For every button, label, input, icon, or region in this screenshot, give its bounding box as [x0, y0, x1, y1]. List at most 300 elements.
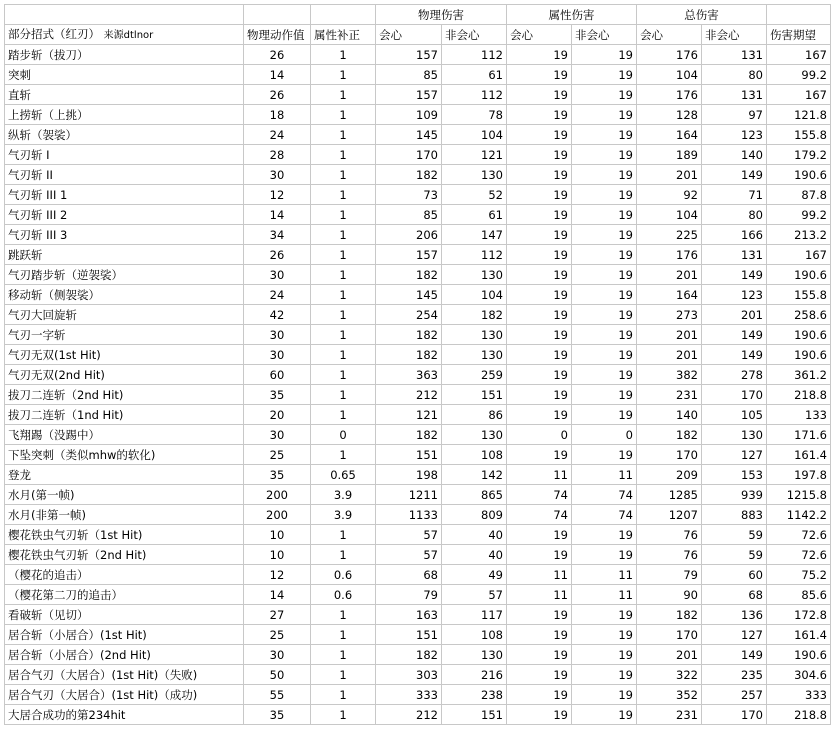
motion-value-cell[interactable]: 24	[244, 125, 311, 145]
move-name-cell[interactable]: 气刃踏步斩（逆袈裟）	[5, 265, 244, 285]
physical-noncrit-cell[interactable]: 130	[442, 425, 507, 445]
expected-damage-cell[interactable]: 258.6	[767, 305, 831, 325]
physical-noncrit-cell[interactable]: 121	[442, 145, 507, 165]
element-noncrit-cell[interactable]: 19	[572, 645, 637, 665]
total-crit-cell[interactable]: 176	[637, 245, 702, 265]
move-name-cell[interactable]: 气刃斩 III 1	[5, 185, 244, 205]
motion-value-cell[interactable]: 12	[244, 565, 311, 585]
header-total-crit[interactable]: 会心	[637, 25, 702, 45]
total-crit-cell[interactable]: 189	[637, 145, 702, 165]
element-mod-cell[interactable]: 1	[311, 225, 376, 245]
total-crit-cell[interactable]: 170	[637, 445, 702, 465]
element-noncrit-cell[interactable]: 19	[572, 685, 637, 705]
element-noncrit-cell[interactable]: 19	[572, 385, 637, 405]
physical-noncrit-cell[interactable]: 151	[442, 385, 507, 405]
move-name-cell[interactable]: 气刃斩 III 3	[5, 225, 244, 245]
element-mod-cell[interactable]: 1	[311, 325, 376, 345]
element-noncrit-cell[interactable]: 19	[572, 405, 637, 425]
total-crit-cell[interactable]: 1285	[637, 485, 702, 505]
element-crit-cell[interactable]: 19	[507, 265, 572, 285]
motion-value-cell[interactable]: 14	[244, 585, 311, 605]
total-noncrit-cell[interactable]: 60	[702, 565, 767, 585]
move-name-cell[interactable]: 气刃斩 I	[5, 145, 244, 165]
total-crit-cell[interactable]: 201	[637, 165, 702, 185]
move-name-cell[interactable]: 气刃无双(1st Hit)	[5, 345, 244, 365]
element-mod-cell[interactable]: 1	[311, 265, 376, 285]
element-crit-cell[interactable]: 19	[507, 65, 572, 85]
expected-damage-cell[interactable]: 172.8	[767, 605, 831, 625]
physical-crit-cell[interactable]: 333	[376, 685, 442, 705]
expected-damage-cell[interactable]: 190.6	[767, 265, 831, 285]
element-mod-cell[interactable]: 1	[311, 525, 376, 545]
physical-crit-cell[interactable]: 182	[376, 325, 442, 345]
element-mod-cell[interactable]: 1	[311, 385, 376, 405]
expected-damage-cell[interactable]: 72.6	[767, 525, 831, 545]
motion-value-cell[interactable]: 14	[244, 65, 311, 85]
physical-crit-cell[interactable]: 363	[376, 365, 442, 385]
motion-value-cell[interactable]: 30	[244, 165, 311, 185]
physical-noncrit-cell[interactable]: 865	[442, 485, 507, 505]
move-name-cell[interactable]: 居合气刃（大居合）(1st Hit)（失败)	[5, 665, 244, 685]
expected-damage-cell[interactable]: 1215.8	[767, 485, 831, 505]
element-crit-cell[interactable]: 19	[507, 105, 572, 125]
total-noncrit-cell[interactable]: 257	[702, 685, 767, 705]
total-crit-cell[interactable]: 92	[637, 185, 702, 205]
motion-value-cell[interactable]: 30	[244, 345, 311, 365]
physical-crit-cell[interactable]: 57	[376, 525, 442, 545]
total-noncrit-cell[interactable]: 153	[702, 465, 767, 485]
element-mod-cell[interactable]: 1	[311, 705, 376, 725]
expected-damage-cell[interactable]: 304.6	[767, 665, 831, 685]
move-name-cell[interactable]: 气刃大回旋斩	[5, 305, 244, 325]
total-crit-cell[interactable]: 352	[637, 685, 702, 705]
element-crit-cell[interactable]: 19	[507, 665, 572, 685]
header-empty-cell[interactable]	[5, 5, 244, 25]
element-mod-cell[interactable]: 1	[311, 645, 376, 665]
physical-crit-cell[interactable]: 151	[376, 445, 442, 465]
total-crit-cell[interactable]: 182	[637, 425, 702, 445]
total-crit-cell[interactable]: 79	[637, 565, 702, 585]
move-name-cell[interactable]: 气刃斩 II	[5, 165, 244, 185]
element-noncrit-cell[interactable]: 19	[572, 345, 637, 365]
physical-noncrit-cell[interactable]: 809	[442, 505, 507, 525]
expected-damage-cell[interactable]: 87.8	[767, 185, 831, 205]
physical-noncrit-cell[interactable]: 52	[442, 185, 507, 205]
move-name-cell[interactable]: 拔刀二连斩（2nd Hit)	[5, 385, 244, 405]
physical-noncrit-cell[interactable]: 130	[442, 265, 507, 285]
total-crit-cell[interactable]: 382	[637, 365, 702, 385]
header-physical-crit[interactable]: 会心	[376, 25, 442, 45]
element-mod-cell[interactable]: 3.9	[311, 505, 376, 525]
expected-damage-cell[interactable]: 213.2	[767, 225, 831, 245]
element-mod-cell[interactable]: 1	[311, 625, 376, 645]
physical-crit-cell[interactable]: 68	[376, 565, 442, 585]
element-noncrit-cell[interactable]: 19	[572, 625, 637, 645]
element-mod-cell[interactable]: 0	[311, 425, 376, 445]
move-name-cell[interactable]: 拔刀二连斩（1nd Hit)	[5, 405, 244, 425]
total-crit-cell[interactable]: 201	[637, 325, 702, 345]
element-noncrit-cell[interactable]: 19	[572, 545, 637, 565]
motion-value-cell[interactable]: 14	[244, 205, 311, 225]
element-mod-cell[interactable]: 0.6	[311, 585, 376, 605]
element-crit-cell[interactable]: 19	[507, 405, 572, 425]
element-noncrit-cell[interactable]: 19	[572, 165, 637, 185]
expected-damage-cell[interactable]: 99.2	[767, 205, 831, 225]
element-crit-cell[interactable]: 19	[507, 325, 572, 345]
physical-crit-cell[interactable]: 109	[376, 105, 442, 125]
expected-damage-cell[interactable]: 197.8	[767, 465, 831, 485]
total-noncrit-cell[interactable]: 149	[702, 345, 767, 365]
physical-noncrit-cell[interactable]: 40	[442, 545, 507, 565]
element-crit-cell[interactable]: 11	[507, 585, 572, 605]
move-name-cell[interactable]: 居合斩（小居合）(1st Hit)	[5, 625, 244, 645]
total-crit-cell[interactable]: 104	[637, 205, 702, 225]
physical-crit-cell[interactable]: 1211	[376, 485, 442, 505]
physical-noncrit-cell[interactable]: 86	[442, 405, 507, 425]
expected-damage-cell[interactable]: 190.6	[767, 345, 831, 365]
physical-crit-cell[interactable]: 206	[376, 225, 442, 245]
expected-damage-cell[interactable]: 99.2	[767, 65, 831, 85]
element-crit-cell[interactable]: 19	[507, 705, 572, 725]
element-mod-cell[interactable]: 1	[311, 165, 376, 185]
physical-crit-cell[interactable]: 85	[376, 65, 442, 85]
element-mod-cell[interactable]: 1	[311, 285, 376, 305]
total-noncrit-cell[interactable]: 127	[702, 445, 767, 465]
total-crit-cell[interactable]: 104	[637, 65, 702, 85]
total-crit-cell[interactable]: 1207	[637, 505, 702, 525]
physical-noncrit-cell[interactable]: 130	[442, 325, 507, 345]
element-mod-cell[interactable]: 1	[311, 145, 376, 165]
physical-crit-cell[interactable]: 170	[376, 145, 442, 165]
element-crit-cell[interactable]: 11	[507, 565, 572, 585]
move-name-cell[interactable]: 气刃斩 III 2	[5, 205, 244, 225]
element-noncrit-cell[interactable]: 19	[572, 305, 637, 325]
physical-crit-cell[interactable]: 182	[376, 165, 442, 185]
header-empty-cell[interactable]	[311, 5, 376, 25]
expected-damage-cell[interactable]: 75.2	[767, 565, 831, 585]
element-mod-cell[interactable]: 1	[311, 345, 376, 365]
element-noncrit-cell[interactable]: 19	[572, 365, 637, 385]
physical-crit-cell[interactable]: 182	[376, 425, 442, 445]
physical-noncrit-cell[interactable]: 182	[442, 305, 507, 325]
physical-crit-cell[interactable]: 182	[376, 265, 442, 285]
element-mod-cell[interactable]: 1	[311, 45, 376, 65]
motion-value-cell[interactable]: 26	[244, 245, 311, 265]
motion-value-cell[interactable]: 55	[244, 685, 311, 705]
element-crit-cell[interactable]: 19	[507, 245, 572, 265]
element-mod-cell[interactable]: 1	[311, 685, 376, 705]
element-crit-cell[interactable]: 19	[507, 85, 572, 105]
element-crit-cell[interactable]: 19	[507, 45, 572, 65]
move-name-cell[interactable]: 看破斩（见切）	[5, 605, 244, 625]
total-noncrit-cell[interactable]: 127	[702, 625, 767, 645]
physical-crit-cell[interactable]: 85	[376, 205, 442, 225]
physical-crit-cell[interactable]: 151	[376, 625, 442, 645]
header-motion-value[interactable]: 物理动作值	[244, 25, 311, 45]
total-crit-cell[interactable]: 322	[637, 665, 702, 685]
physical-crit-cell[interactable]: 145	[376, 125, 442, 145]
element-noncrit-cell[interactable]: 19	[572, 185, 637, 205]
expected-damage-cell[interactable]: 167	[767, 245, 831, 265]
element-crit-cell[interactable]: 19	[507, 545, 572, 565]
motion-value-cell[interactable]: 30	[244, 425, 311, 445]
element-crit-cell[interactable]: 11	[507, 465, 572, 485]
element-noncrit-cell[interactable]: 19	[572, 325, 637, 345]
physical-crit-cell[interactable]: 182	[376, 345, 442, 365]
header-move-cell[interactable]	[5, 25, 244, 45]
element-mod-cell[interactable]: 3.9	[311, 485, 376, 505]
physical-crit-cell[interactable]: 303	[376, 665, 442, 685]
motion-value-cell[interactable]: 200	[244, 485, 311, 505]
total-crit-cell[interactable]: 209	[637, 465, 702, 485]
element-mod-cell[interactable]: 1	[311, 605, 376, 625]
move-name-cell[interactable]: 樱花铁虫气刃斩（1st Hit)	[5, 525, 244, 545]
expected-damage-cell[interactable]: 171.6	[767, 425, 831, 445]
header-empty-cell[interactable]	[767, 5, 831, 25]
physical-noncrit-cell[interactable]: 104	[442, 285, 507, 305]
expected-damage-cell[interactable]: 361.2	[767, 365, 831, 385]
physical-noncrit-cell[interactable]: 142	[442, 465, 507, 485]
move-name-cell[interactable]: 突刺	[5, 65, 244, 85]
element-crit-cell[interactable]: 19	[507, 625, 572, 645]
element-noncrit-cell[interactable]: 19	[572, 225, 637, 245]
physical-crit-cell[interactable]: 212	[376, 705, 442, 725]
physical-noncrit-cell[interactable]: 49	[442, 565, 507, 585]
motion-value-cell[interactable]: 200	[244, 505, 311, 525]
physical-noncrit-cell[interactable]: 117	[442, 605, 507, 625]
move-name-cell[interactable]: （樱花的追击）	[5, 565, 244, 585]
physical-noncrit-cell[interactable]: 61	[442, 65, 507, 85]
move-name-cell[interactable]: 上捞斩（上挑）	[5, 105, 244, 125]
expected-damage-cell[interactable]: 133	[767, 405, 831, 425]
expected-damage-cell[interactable]: 85.6	[767, 585, 831, 605]
expected-damage-cell[interactable]: 155.8	[767, 125, 831, 145]
total-crit-cell[interactable]: 201	[637, 265, 702, 285]
total-noncrit-cell[interactable]: 131	[702, 245, 767, 265]
move-name-cell[interactable]: 樱花铁虫气刃斩（2nd Hit)	[5, 545, 244, 565]
physical-noncrit-cell[interactable]: 112	[442, 245, 507, 265]
total-noncrit-cell[interactable]: 59	[702, 545, 767, 565]
element-noncrit-cell[interactable]: 19	[572, 445, 637, 465]
move-name-cell[interactable]: 直斩	[5, 85, 244, 105]
motion-value-cell[interactable]: 26	[244, 45, 311, 65]
physical-noncrit-cell[interactable]: 108	[442, 445, 507, 465]
total-noncrit-cell[interactable]: 149	[702, 325, 767, 345]
element-mod-cell[interactable]: 1	[311, 405, 376, 425]
element-noncrit-cell[interactable]: 19	[572, 525, 637, 545]
motion-value-cell[interactable]: 35	[244, 705, 311, 725]
total-noncrit-cell[interactable]: 883	[702, 505, 767, 525]
total-crit-cell[interactable]: 164	[637, 285, 702, 305]
total-noncrit-cell[interactable]: 278	[702, 365, 767, 385]
physical-noncrit-cell[interactable]: 104	[442, 125, 507, 145]
physical-noncrit-cell[interactable]: 112	[442, 45, 507, 65]
total-noncrit-cell[interactable]: 235	[702, 665, 767, 685]
total-noncrit-cell[interactable]: 170	[702, 705, 767, 725]
motion-value-cell[interactable]: 12	[244, 185, 311, 205]
motion-value-cell[interactable]: 35	[244, 385, 311, 405]
element-noncrit-cell[interactable]: 11	[572, 585, 637, 605]
total-crit-cell[interactable]: 182	[637, 605, 702, 625]
header-total-damage[interactable]: 总伤害	[637, 5, 767, 25]
move-name-cell[interactable]: 跳跃斩	[5, 245, 244, 265]
element-crit-cell[interactable]: 19	[507, 225, 572, 245]
move-name-cell[interactable]: 纵斩（袈裟）	[5, 125, 244, 145]
expected-damage-cell[interactable]: 179.2	[767, 145, 831, 165]
element-crit-cell[interactable]: 19	[507, 385, 572, 405]
motion-value-cell[interactable]: 27	[244, 605, 311, 625]
expected-damage-cell[interactable]: 167	[767, 45, 831, 65]
move-name-cell[interactable]: 飞翔踢（没踢中）	[5, 425, 244, 445]
total-crit-cell[interactable]: 273	[637, 305, 702, 325]
expected-damage-cell[interactable]: 155.8	[767, 285, 831, 305]
motion-value-cell[interactable]: 42	[244, 305, 311, 325]
motion-value-cell[interactable]: 24	[244, 285, 311, 305]
total-noncrit-cell[interactable]: 201	[702, 305, 767, 325]
header-empty-cell[interactable]	[244, 5, 311, 25]
header-element-damage[interactable]: 属性伤害	[507, 5, 637, 25]
physical-crit-cell[interactable]: 254	[376, 305, 442, 325]
header-physical-noncrit[interactable]: 非会心	[442, 25, 507, 45]
element-crit-cell[interactable]: 19	[507, 605, 572, 625]
element-mod-cell[interactable]: 1	[311, 445, 376, 465]
total-crit-cell[interactable]: 140	[637, 405, 702, 425]
header-element-mod[interactable]: 属性补正	[311, 25, 376, 45]
total-noncrit-cell[interactable]: 131	[702, 45, 767, 65]
element-crit-cell[interactable]: 19	[507, 145, 572, 165]
total-crit-cell[interactable]: 176	[637, 45, 702, 65]
element-mod-cell[interactable]: 0.6	[311, 565, 376, 585]
motion-value-cell[interactable]: 30	[244, 325, 311, 345]
element-mod-cell[interactable]: 1	[311, 105, 376, 125]
physical-noncrit-cell[interactable]: 216	[442, 665, 507, 685]
motion-value-cell[interactable]: 50	[244, 665, 311, 685]
element-mod-cell[interactable]: 1	[311, 545, 376, 565]
total-noncrit-cell[interactable]: 80	[702, 65, 767, 85]
element-noncrit-cell[interactable]: 19	[572, 205, 637, 225]
physical-noncrit-cell[interactable]: 259	[442, 365, 507, 385]
total-crit-cell[interactable]: 128	[637, 105, 702, 125]
physical-crit-cell[interactable]: 157	[376, 85, 442, 105]
total-noncrit-cell[interactable]: 131	[702, 85, 767, 105]
element-crit-cell[interactable]: 0	[507, 425, 572, 445]
element-noncrit-cell[interactable]: 19	[572, 125, 637, 145]
motion-value-cell[interactable]: 25	[244, 445, 311, 465]
physical-crit-cell[interactable]: 73	[376, 185, 442, 205]
motion-value-cell[interactable]: 20	[244, 405, 311, 425]
physical-crit-cell[interactable]: 145	[376, 285, 442, 305]
total-crit-cell[interactable]: 201	[637, 645, 702, 665]
expected-damage-cell[interactable]: 218.8	[767, 385, 831, 405]
physical-crit-cell[interactable]: 121	[376, 405, 442, 425]
move-name-cell[interactable]: 气刃一字斩	[5, 325, 244, 345]
total-noncrit-cell[interactable]: 123	[702, 125, 767, 145]
total-crit-cell[interactable]: 231	[637, 385, 702, 405]
move-name-cell[interactable]: 居合气刃（大居合）(1st Hit)（成功)	[5, 685, 244, 705]
expected-damage-cell[interactable]: 161.4	[767, 625, 831, 645]
element-crit-cell[interactable]: 74	[507, 485, 572, 505]
element-noncrit-cell[interactable]: 19	[572, 105, 637, 125]
element-crit-cell[interactable]: 19	[507, 165, 572, 185]
element-mod-cell[interactable]: 1	[311, 245, 376, 265]
element-noncrit-cell[interactable]: 74	[572, 505, 637, 525]
total-noncrit-cell[interactable]: 166	[702, 225, 767, 245]
element-noncrit-cell[interactable]: 19	[572, 285, 637, 305]
expected-damage-cell[interactable]: 218.8	[767, 705, 831, 725]
physical-crit-cell[interactable]: 182	[376, 645, 442, 665]
physical-crit-cell[interactable]: 157	[376, 45, 442, 65]
total-crit-cell[interactable]: 76	[637, 545, 702, 565]
expected-damage-cell[interactable]: 1142.2	[767, 505, 831, 525]
total-noncrit-cell[interactable]: 939	[702, 485, 767, 505]
physical-noncrit-cell[interactable]: 130	[442, 165, 507, 185]
total-crit-cell[interactable]: 225	[637, 225, 702, 245]
move-name-cell[interactable]: 下坠突刺（类似mhw的软化)	[5, 445, 244, 465]
physical-noncrit-cell[interactable]: 108	[442, 625, 507, 645]
move-name-cell[interactable]: 大居合成功的第234hit	[5, 705, 244, 725]
motion-value-cell[interactable]: 30	[244, 265, 311, 285]
element-crit-cell[interactable]: 19	[507, 305, 572, 325]
total-noncrit-cell[interactable]: 170	[702, 385, 767, 405]
motion-value-cell[interactable]: 10	[244, 545, 311, 565]
total-noncrit-cell[interactable]: 149	[702, 265, 767, 285]
element-mod-cell[interactable]: 1	[311, 665, 376, 685]
physical-noncrit-cell[interactable]: 147	[442, 225, 507, 245]
element-noncrit-cell[interactable]: 0	[572, 425, 637, 445]
element-crit-cell[interactable]: 19	[507, 685, 572, 705]
element-mod-cell[interactable]: 1	[311, 205, 376, 225]
total-noncrit-cell[interactable]: 140	[702, 145, 767, 165]
element-crit-cell[interactable]: 19	[507, 285, 572, 305]
move-name-cell[interactable]: 踏步斩（拔刀）	[5, 45, 244, 65]
motion-value-cell[interactable]: 34	[244, 225, 311, 245]
motion-value-cell[interactable]: 10	[244, 525, 311, 545]
element-noncrit-cell[interactable]: 19	[572, 85, 637, 105]
total-crit-cell[interactable]: 201	[637, 345, 702, 365]
physical-noncrit-cell[interactable]: 78	[442, 105, 507, 125]
expected-damage-cell[interactable]: 161.4	[767, 445, 831, 465]
expected-damage-cell[interactable]: 121.8	[767, 105, 831, 125]
expected-damage-cell[interactable]: 190.6	[767, 645, 831, 665]
element-noncrit-cell[interactable]: 19	[572, 45, 637, 65]
total-noncrit-cell[interactable]: 149	[702, 645, 767, 665]
physical-crit-cell[interactable]: 163	[376, 605, 442, 625]
element-mod-cell[interactable]: 1	[311, 185, 376, 205]
total-crit-cell[interactable]: 90	[637, 585, 702, 605]
move-name-cell[interactable]: （樱花第二刀的追击）	[5, 585, 244, 605]
total-crit-cell[interactable]: 231	[637, 705, 702, 725]
move-name-cell[interactable]: 登龙	[5, 465, 244, 485]
header-element-noncrit[interactable]: 非会心	[572, 25, 637, 45]
element-mod-cell[interactable]: 1	[311, 305, 376, 325]
physical-noncrit-cell[interactable]: 151	[442, 705, 507, 725]
element-noncrit-cell[interactable]: 19	[572, 605, 637, 625]
total-noncrit-cell[interactable]: 123	[702, 285, 767, 305]
header-expected[interactable]: 伤害期望	[767, 25, 831, 45]
element-crit-cell[interactable]: 19	[507, 205, 572, 225]
move-name-cell[interactable]: 水月(非第一帧)	[5, 505, 244, 525]
physical-crit-cell[interactable]: 157	[376, 245, 442, 265]
motion-value-cell[interactable]: 18	[244, 105, 311, 125]
physical-crit-cell[interactable]: 79	[376, 585, 442, 605]
expected-damage-cell[interactable]: 333	[767, 685, 831, 705]
element-crit-cell[interactable]: 19	[507, 525, 572, 545]
physical-noncrit-cell[interactable]: 40	[442, 525, 507, 545]
expected-damage-cell[interactable]: 190.6	[767, 325, 831, 345]
expected-damage-cell[interactable]: 190.6	[767, 165, 831, 185]
total-noncrit-cell[interactable]: 130	[702, 425, 767, 445]
motion-value-cell[interactable]: 35	[244, 465, 311, 485]
